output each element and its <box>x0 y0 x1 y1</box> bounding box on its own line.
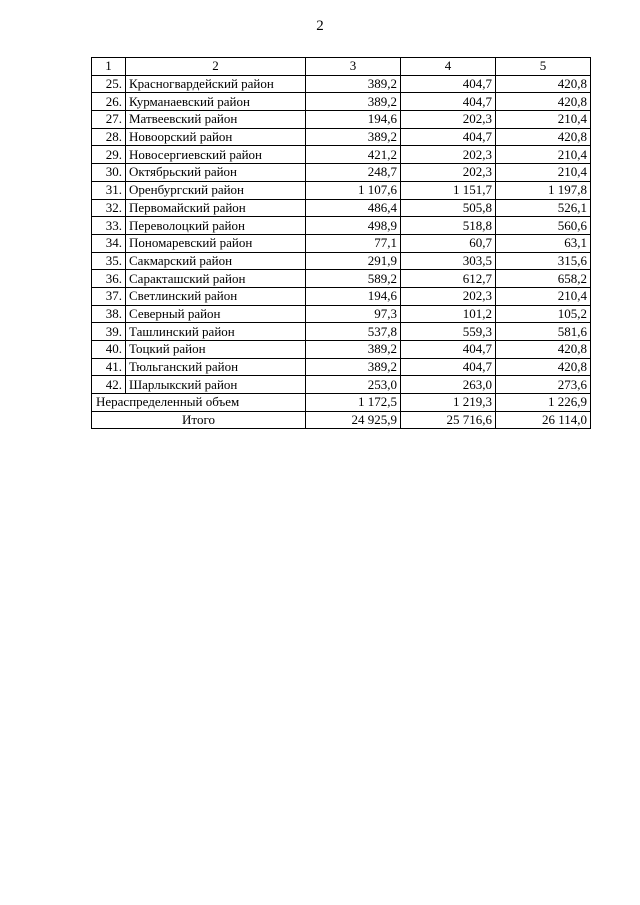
table-row <box>92 358 591 376</box>
district-name: Саракташский район <box>126 270 306 288</box>
value-col4: 60,7 <box>401 234 496 252</box>
row-number: 37. <box>92 287 126 305</box>
district-name: Тюльганский район <box>126 358 306 376</box>
row-number: 25. <box>92 75 126 93</box>
value-col4: 404,7 <box>401 93 496 111</box>
district-name: Октябрьский район <box>126 164 306 182</box>
district-name: Новосергиевский район <box>126 146 306 164</box>
value-col3: 253,0 <box>306 376 401 394</box>
value-col5: 420,8 <box>496 341 591 359</box>
budget-table <box>91 57 591 429</box>
row-number: 36. <box>92 270 126 288</box>
district-name: Новоорский район <box>126 128 306 146</box>
total-row-v5: 26 114,0 <box>496 411 591 429</box>
row-number: 28. <box>92 128 126 146</box>
district-name: Светлинский район <box>126 287 306 305</box>
value-col3: 77,1 <box>306 234 401 252</box>
row-number: 39. <box>92 323 126 341</box>
value-col5: 560,6 <box>496 217 591 235</box>
value-col4: 505,8 <box>401 199 496 217</box>
value-col3: 389,2 <box>306 75 401 93</box>
table-row <box>92 199 591 217</box>
value-col4: 1 151,7 <box>401 181 496 199</box>
value-col5: 658,2 <box>496 270 591 288</box>
value-col4: 101,2 <box>401 305 496 323</box>
value-col3: 589,2 <box>306 270 401 288</box>
district-name: Сакмарский район <box>126 252 306 270</box>
value-col5: 420,8 <box>496 93 591 111</box>
value-col4: 404,7 <box>401 75 496 93</box>
value-col5: 315,6 <box>496 252 591 270</box>
table-row <box>92 128 591 146</box>
unallocated-row-v4: 1 219,3 <box>401 394 496 412</box>
value-col3: 291,9 <box>306 252 401 270</box>
value-col5: 210,4 <box>496 287 591 305</box>
value-col3: 389,2 <box>306 93 401 111</box>
value-col3: 248,7 <box>306 164 401 182</box>
row-number: 27. <box>92 111 126 129</box>
table-row <box>92 323 591 341</box>
value-col5: 210,4 <box>496 146 591 164</box>
table-row <box>92 93 591 111</box>
row-number: 34. <box>92 234 126 252</box>
value-col5: 420,8 <box>496 128 591 146</box>
value-col4: 303,5 <box>401 252 496 270</box>
page-number: 2 <box>316 18 324 34</box>
table-row <box>92 252 591 270</box>
value-col4: 518,8 <box>401 217 496 235</box>
value-col4: 263,0 <box>401 376 496 394</box>
column-header: 4 <box>401 58 496 76</box>
row-number: 31. <box>92 181 126 199</box>
district-name: Матвеевский район <box>126 111 306 129</box>
value-col4: 202,3 <box>401 287 496 305</box>
value-col5: 1 197,8 <box>496 181 591 199</box>
value-col3: 486,4 <box>306 199 401 217</box>
row-number: 40. <box>92 341 126 359</box>
district-name: Оренбургский район <box>126 181 306 199</box>
value-col3: 421,2 <box>306 146 401 164</box>
value-col3: 389,2 <box>306 128 401 146</box>
row-number: 42. <box>92 376 126 394</box>
column-header: 5 <box>496 58 591 76</box>
row-number: 33. <box>92 217 126 235</box>
row-number: 41. <box>92 358 126 376</box>
row-number: 29. <box>92 146 126 164</box>
value-col5: 105,2 <box>496 305 591 323</box>
district-name: Красногвардейский район <box>126 75 306 93</box>
row-number: 32. <box>92 199 126 217</box>
value-col4: 202,3 <box>401 164 496 182</box>
value-col3: 97,3 <box>306 305 401 323</box>
table-row <box>92 341 591 359</box>
table-row <box>92 181 591 199</box>
value-col4: 404,7 <box>401 341 496 359</box>
value-col3: 389,2 <box>306 358 401 376</box>
value-col3: 1 107,6 <box>306 181 401 199</box>
column-header: 3 <box>306 58 401 76</box>
unallocated-row-v3: 1 172,5 <box>306 394 401 412</box>
value-col5: 63,1 <box>496 234 591 252</box>
district-name: Шарлыкский район <box>126 376 306 394</box>
table-row <box>92 305 591 323</box>
row-number: 38. <box>92 305 126 323</box>
value-col4: 559,3 <box>401 323 496 341</box>
table-row <box>92 287 591 305</box>
value-col5: 581,6 <box>496 323 591 341</box>
district-name: Тоцкий район <box>126 341 306 359</box>
unallocated-row-v5: 1 226,9 <box>496 394 591 412</box>
value-col4: 404,7 <box>401 358 496 376</box>
value-col5: 210,4 <box>496 164 591 182</box>
district-name: Ташлинский район <box>126 323 306 341</box>
table-row <box>92 270 591 288</box>
table-row <box>92 376 591 394</box>
column-header: 1 <box>92 58 126 76</box>
value-col4: 404,7 <box>401 128 496 146</box>
table-row <box>92 217 591 235</box>
value-col3: 194,6 <box>306 111 401 129</box>
unallocated-row-label: Нераспределенный объем <box>92 394 306 412</box>
total-row-v4: 25 716,6 <box>401 411 496 429</box>
table-row <box>92 146 591 164</box>
table-row <box>92 111 591 129</box>
value-col4: 202,3 <box>401 111 496 129</box>
district-name: Курманаевский район <box>126 93 306 111</box>
district-name: Северный район <box>126 305 306 323</box>
total-row-label: Итого <box>92 411 306 429</box>
district-name: Пономаревский район <box>126 234 306 252</box>
total-row <box>92 411 591 429</box>
value-col4: 612,7 <box>401 270 496 288</box>
table-header-row <box>92 58 591 76</box>
value-col4: 202,3 <box>401 146 496 164</box>
value-col5: 526,1 <box>496 199 591 217</box>
value-col5: 210,4 <box>496 111 591 129</box>
value-col5: 420,8 <box>496 75 591 93</box>
value-col3: 194,6 <box>306 287 401 305</box>
column-header: 2 <box>126 58 306 76</box>
value-col3: 537,8 <box>306 323 401 341</box>
value-col3: 498,9 <box>306 217 401 235</box>
district-name: Первомайский район <box>126 199 306 217</box>
value-col3: 389,2 <box>306 341 401 359</box>
row-number: 26. <box>92 93 126 111</box>
row-number: 30. <box>92 164 126 182</box>
table-row <box>92 164 591 182</box>
table-row <box>92 75 591 93</box>
table-row <box>92 234 591 252</box>
total-row-v3: 24 925,9 <box>306 411 401 429</box>
row-number: 35. <box>92 252 126 270</box>
value-col5: 420,8 <box>496 358 591 376</box>
unallocated-row <box>92 394 591 412</box>
value-col5: 273,6 <box>496 376 591 394</box>
district-name: Переволоцкий район <box>126 217 306 235</box>
